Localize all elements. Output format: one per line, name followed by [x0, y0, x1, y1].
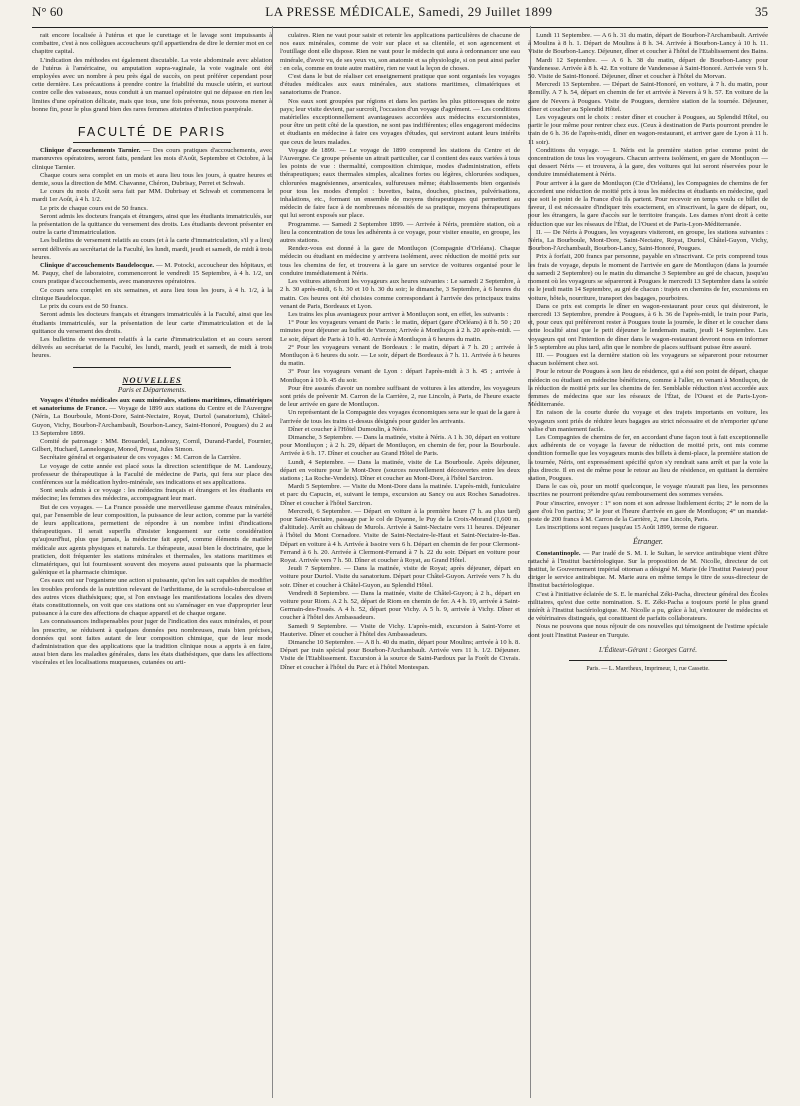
paragraph: Le prix de chaque cours est de 50 francs. [40, 204, 148, 212]
paragraph: 1° Pour les voyageurs venant de Paris : le matin, départ (gare d'Orléans) à 8 h. 50 ; 20 minutes pour déjeuner au buffet de Vierzon; Arrivée à Montluçon à 2 h. 20 après-midi. — Le soir, départ de Paris à 10 h. 40. Arrivée à Montluçon à 6 heures du matin. [280, 319, 520, 343]
column-divider [272, 26, 273, 1098]
paragraph: Samedi 9 Septembre. — Visite de Vichy. L'après-midi, excursion à Saint-Yorre et Hauterive. Dîner et coucher à l'hôtel des Ambassadeurs. [280, 622, 520, 638]
paragraph: C'est dans le but de réaliser cet enseignement pratique que sont organisés les voyages d'études médicales aux eaux minérales, aux stations maritimes, climatériques et sanatoriums de France. [280, 73, 520, 97]
paragraph: Pour s'inscrire, envoyer : 1° son nom et son adresse lisiblement écrits; 2° le nom de la gare d'où l'on partira; 3° le jour et l'heure d'arrivée en gare de Montluçon; 4° un mandat-poste de 200 francs à M. Carron de la Carrière, 2, rue Lincoln, Paris. [528, 499, 768, 523]
paragraph: II. — De Néris à Pougues, les voyageurs visiteront, en groupe, les stations suivantes : Néris, La Bourboule, Mont-Dore, Saint-Nectaire, Royat, Durtol, Châtel-Guyon, Vichy, Bourbon-l'Archambault, Bourbon-Lancy, Saint-Honoré, Pougues. [528, 228, 768, 253]
masthead [32, 4, 768, 26]
paragraph-constantinople [528, 550, 768, 591]
subheading-etranger: Étranger. [633, 537, 663, 547]
constantinople-heading: Constantinople. [536, 549, 581, 557]
baudelocque-text: — M. Potocki, accoucheur des hôpitaux, et M. Paquy, chef de laboratoire, commenceront le vendredi 15 Septembre, à 4 h. 1/2, un cours pratique d'accouchements, avec manœuvres opératoires. [32, 262, 272, 286]
paragraph: Dîner et coucher à l'Hôtel Dumoulin, à Néris. [288, 425, 409, 433]
paragraph: Nous ne pouvons que nous réjouir de ces nouvelles qui témoignent de l'estime spéciale dont jouit l'Institut Pasteur en Turquie. [528, 623, 768, 639]
paragraph-voyages [32, 397, 272, 438]
paragraph: Seront admis les docteurs français et étrangers, ainsi que les étudiants immatriculés, sur la présentation de la quittance du versement des droits. Les étudiants devront présenter en outre la carte d'immatriculation. [32, 212, 272, 237]
voyages-heading: Voyages d'études médicales aux eaux minérales, stations maritimes, climatériques et sanatoriums de France. [32, 396, 272, 413]
paragraph: rait encore localisée à l'utérus et que le curettage et le lavage sont impuissants à combattre, c'est à nos collègues accoucheurs qu'il appartiendra de dire le dernier mot en ce chapitre capital. [32, 32, 272, 56]
paragraph: Mardi 12 Septembre. — A 6 h. 38 du matin, départ de Bourbon-Lancy pour Vandenesse. Arrivée à 8 h. 42. En voiture de Vandenesse à Saint-Honoré. Arrivée vers 9 h. 50. Visite de Saint-Honoré. Déjeuner, dîner et coucher à l'hôtel du Morvan. [528, 56, 768, 81]
paragraph: Chaque cours sera complet en un mois et aura lieu tous les jours, à quatre heures et demie, sous la direction de MM. Chavanne, Chéron, Dubrisay, Perret et Schwab. [32, 171, 272, 188]
journal-title: LA PRESSE MÉDICALE, Samedi, 29 Juillet 1899 [265, 4, 553, 19]
paragraph: III. — Pougues est la dernière station où les voyageurs se sépareront pour retourner chacun isolément chez soi. [528, 351, 768, 368]
divider [73, 142, 231, 143]
paragraph: Pour être assurés d'avoir un nombre suffisant de voitures à les attendre, les voyageurs sont priés de prévenir M. Carron de la Carrière, 2, rue Lincoln, à Paris, de l'heure exacte de leur arrivée en gare de Montluçon. [280, 384, 520, 409]
paragraph: culaires. Rien ne vaut pour saisir et retenir les applications particulières de chacune de nos eaux minérales, comme de voir sur place et sa clientèle, et son agencement et l'outillage dont elle dispose. Rien ne vaut pour le médecin qui aura à ordonnancer une eau minérale, d'avoir vu, de ses yeux vu, son anatomie et sa physiologie, si on peut ainsi parler : en cela, comme en toute autre matière, rien ne vaut la leçon de choses. [280, 32, 520, 72]
paragraph: Ce cours sera complet en six semaines, et aura lieu tous les jours, à 4 h. 1/2, à la clinique Baudelocque. [32, 286, 272, 302]
section-heading-nouvelles: NOUVELLES [122, 374, 182, 385]
paragraph: Nos eaux sont groupées par régions et dans les parties les plus pittoresques de notre pays; leur visite devient, par surcroît, l'occasion d'un voyage d'agrément. — Les conditions matérielles exceptionnellement avantageuses accordées aux médecins excursionnistes, pour être un petit côté de la question, ne sont pas indifférentes; elles engageront médecins et étudiants en médecine à faire ces voyages d'études, qui serviront autant leurs intérêts que ceux de leurs malades. [280, 97, 520, 146]
column-1 [32, 32, 272, 1102]
paragraph: Pour arriver à la gare de Montluçon (Cie d'Orléans), les Compagnies de chemins de fer accordent une réduction de moitié prix à tous les médecins et étudiants en médecine, quel que soit le point de la France d'où ils partent. Pour recevoir en temps voulu ce billet de faveur, il est nécessaire d'indiquer très exactement, en s'inscrivant, la gare de départ, ou, pour les étrangers, la gare d'accès sur le territoire français. Les dames n'ont droit à cette réduction que sur les réseaux de l'État, de l'Ouest et de Paris-Lyon-Méditerranée. [528, 179, 768, 228]
voyages-text: — Voyage de 1899 aux stations du Centre et de l'Auvergne (Néris, La Bourboule, Mont-Dore, Saint-Nectaire, Royat, Durtol (sanatorium), Châtel-Guyon, Vichy, Bourbon-l'Archambault, Bourbon-Lancy, Saint-Honoré, Pougues) du 2 au 13 Septembre 1899. [32, 405, 272, 437]
paragraph: Dans ce prix est compris le dîner en wagon-restaurant pour ceux qui désireront, le mercredi 13 Septembre, prendre à Pougues, à 6 h. 36 de l'après-midi, le train pour Paris, et, pour ceux qui préféreront rester à Pougues toute la journée, le dîner et le coucher dans cette localité ainsi que le petit déjeuner le lendemain matin, jeudi 14 Septembre. Les voyageurs qui ont l'intention de dîner dans le wagon-restaurant devront nous en informer le 5 septembre au plus tard, afin que le nombre de places suffisant puisse être assuré. [528, 302, 768, 351]
baudelocque-heading: Clinique d'accouchements Baudelocque. [40, 262, 155, 270]
section-heading-faculte: FACULTÉ DE PARIS [77, 125, 227, 140]
paragraph: Dans le cas où, pour un motif quelconque, le voyage n'aurait pas lieu, les personnes inscrites ne pourront prétendre qu'au remboursement des sommes versées. [528, 483, 768, 499]
paragraph: Les voitures attendront les voyageurs aux heures suivantes : Le samedi 2 Septembre, à 2 h. 30 après-midi, 6 h. 30 et 10 h. 30 du soir; le dimanche, 3 Septembre, à 6 heures du matin. Ces heures ont été choisies comme correspondant à l'arrivée des principaux trains venant de Paris, Bordeaux et Lyon. [280, 278, 520, 310]
paragraph: Ces eaux ont sur l'organisme une action si puissante, qu'on les sait capables de modifier les troubles profonds de la nutrition relevant de l'arthritisme, de la scrofulo-tuberculose et des autres vices diathésiques; que, si l'on envisage les manifestations locales des divers états constitutionnels, on voit que ces stations ont su s'aménager en vue d'approprier leur puissance à la cure des affections de chaque appareil et de chaque organe. [32, 577, 272, 618]
paragraph: Secrétaire général et organisateur de ces voyages : M. Carron de la Carrière. [40, 454, 241, 462]
header-rule [32, 27, 768, 28]
paragraph: Les bulletins de versement relatifs à la carte d'immatriculation et au cours seront délivrés au secrétariat de la Faculté, les lundi, mardi, jeudi et samedi, de midi à trois heures. [32, 335, 272, 360]
paragraph: Les inscriptions sont reçues jusqu'au 15 Août 1899, terme de rigueur. [536, 524, 719, 532]
paragraph: Mardi 5 Septembre. — Visite du Mont-Dore dans la matinée. L'après-midi, funiculaire et parc du Capucin, et, suivant le temps, excursion au Sancy ou aux Roches Sanadoires. Dîner et coucher à l'hôtel Sarciron. [280, 483, 520, 507]
paragraph: Sont seuls admis à ce voyage : les médecins français et étrangers et les étudiants en médecine; les femmes des médecins, accompagnant leur mari. [32, 487, 272, 503]
column-3 [528, 32, 768, 1102]
printer-line: Paris. — L. Maretheux, Imprimeur, 1, rue Cassette. [586, 666, 710, 673]
paragraph: Jeudi 7 Septembre. — Dans la matinée, visite de Royat; après déjeuner, départ en voiture pour Durtol. Visite du sanatorium. Départ pour Châtel-Guyon. Arrivée vers 7 h. du soir. Dîner et coucher à Châtel-Guyon, au Splendid Hôtel. [280, 565, 520, 589]
paragraph: Lundi 11 Septembre. — A 6 h. 31 du matin, départ de Bourbon-l'Archambault. Arrivée à Moulins à 8 h. 1. Départ de Moulins à 8 h. 34. Arrivée à Bourbon-Lancy à 10 h. 11. Visite de Bourbon-Lancy. Déjeuner, dîner et coucher à l'hôtel de l'Etablissement des Bains. [528, 32, 768, 56]
paragraph: Dimanche 10 Septembre. — A 8 h. 40 du matin, départ pour Moulins; arrivée à 10 h. 8. Départ par train spécial pour Bourbon-l'Archambault. Arrivée vers 11 h. 1/2. Déjeuner. Visite de l'Etablissement. Excursion à la source de Saint-Pardoux par la Forêt de Civrais. Dîner et coucher à l'hôtel du Parc et à l'hôtel Montespan. [280, 639, 520, 671]
paragraph: Le voyage de cette année est placé sous la direction scientifique de M. Landouzy, professeur de thérapeutique à la Faculté de médecine de Paris, qui fera sur place des conférences sur la médication hydro-minérale, ses indications et ses applications. [32, 462, 272, 486]
paragraph: En raison de la courte durée du voyage et des trajets importants en voiture, les voyageurs sont priés de réduire leurs bagages au strict nécessaire et de n'emporter qu'une valise d'un maniement facile. [528, 409, 768, 433]
tarnier-text: — Des cours pratiques d'accouchements, avec manœuvres opératoires, seront faits, pendant les mois d'Août, Septembre et Octobre, à la clinique Tarnier. [32, 147, 272, 171]
paragraph: Pour le retour de Pougues à son lieu de résidence, qui a été son point de départ, chaque médecin ou étudiant en médecine bénéficiera, comme à l'aller, en venant à Montluçon, de la réduction de moitié prix sur les chemins de fer. Semblable réduction n'est accordée aux femmes de médecins que sur les réseaux de l'État, de l'Ouest et de Paris-Lyon-Méditerranée. [528, 368, 768, 409]
paragraph: Les bulletins de versement relatifs au cours (et à la carte d'immatriculation, s'il y a lieu) seront délivrés au secrétariat de la Faculté, les lundi, mardi, jeudi et samedi, de midi à trois heures. [32, 237, 272, 261]
paragraph-baudelocque [32, 262, 272, 287]
paragraph: 3° Pour les voyageurs venant de Lyon : départ l'après-midi à 3 h. 45 ; arrivée à Montluçon à 10 h. 45 du soir. [280, 368, 520, 384]
paragraph: Dimanche, 3 Septembre. — Dans la matinée, visite à Néris. A 1 h. 30, départ en voiture pour Montluçon ; à 2 h. 29, départ de Montluçon, en chemin de fer, pour la Bourboule. Arrivée à 6 h. 17. Dîner et coucher au Grand Hôtel de Paris. [280, 433, 520, 458]
paragraph: But de ces voyages. — La France possède une merveilleuse gamme d'eaux minérales, qui, par l'ensemble de leur composition, la puissance de leur action, comme par la variété de leurs applications, permettent de répondre à un nombre infini d'indications thérapeutiques. Il serait superflu d'insister longuement sur cette considération qu'aujourd'hui, plus que jamais, la médecine fait appel, comme éléments de matière médicale aux agents physiques et naturels. Le thérapeute, aussi bien le doctrinaire, que le praticien, doit fréquenter les stations minérales et thermales, les stations maritimes et climatériques, qui lui fournissent souvent des moyens aussi puissants que la pharmacie galénique et la pharmacie chimique. [32, 503, 272, 577]
paragraph: L'indication des méthodes est également discutable. La voie abdominale avec ablation de l'utérus à l'américaine, ou amputation supra-vaginale, la voie vaginale ont été employées avec un nombre à peu près égal de succès, on peut préférer cependant pour cette dernière. Les précautions à prendre contre la friabilité du muscle utérin, et surtout contre celle des vaisseaux, nous conduit à un manuel opératoire qui ne dépasse en rien les limites d'une opération délicate, mais que tous, une fois prévenus, nous pouvons mener à bonne fin, pour le plus grand bien des rares femmes atteintes d'infection puerpérale. [32, 56, 272, 113]
column-2 [280, 32, 520, 1102]
paragraph: Vendredi 8 Septembre. — Dans la matinée, visite de Châtel-Guyon; à 2 h., départ en voiture pour Riom. A 2 h. 52, départ de Riom en chemin de fer. A 4 h. 19, arrivée à Saint-Germain-des-Fossés. A 4 h. 52, départ pour Vichy. A 5 h. 9, arrivée à Vichy. Dîner et coucher à l'hôtel des Ambassadeurs. [280, 589, 520, 622]
paragraph: Un représentant de la Compagnie des voyages économiques sera sur le quai de la gare à l'arrivée de tous les trains ci-dessus désignés pour guider les arrivants. [280, 409, 520, 425]
paragraph: Les voyageurs ont le choix : rester dîner et coucher à Pougues, au Splendid Hôtel, ou partir le jour même pour rentrer chez eux. (Ceux à destination de Paris pourront prendre le train de 6 h. 36 de l'après-midi, dîner en wagon-restaurant, et arriver gare de Lyon à 11 h. 11 soir). [528, 114, 768, 146]
paragraph: Mercredi 13 Septembre. — Départ de Saint-Honoré, en voiture, à 7 h. du matin, pour Remilly. A 7 h. 54, départ en chemin de fer et arrivée à Nevers à 9 h. 57. En voiture de la gare de Nevers à Pougues. Visite de Pougues, dernière station de la tournée. Déjeuner, dîner et coucher au Splendid Hôtel. [528, 81, 768, 113]
paragraph-tarnier [32, 147, 272, 172]
editor-signature: L'Éditeur-Gérant : Georges Carré. [599, 645, 697, 654]
subheading-paris: Paris et Départements. [117, 384, 187, 394]
paragraph: C'est à l'initiative éclairée de S. E. le maréchal Zéki-Pacha, directeur général des Écoles militaires, qu'est due cette nomination. S. E. Zéki-Pacha a toujours porté le plus grand intérêt à l'Institut bactériologique. M. Nicolle a pu, grâce à lui, s'entourer de médecins et de vétérinaires distingués, qui constituent de parfaits collaborateurs. [528, 590, 768, 623]
paragraph: Prix à forfait, 200 francs par personne, payable en s'inscrivant. Ce prix comprend tous les frais de voyage, depuis le moment de l'arrivée en gare de Montluçon (dans la journée du samedi 2 Septembre) ou le matin du dimanche 3 Septembre au gré de chacun, jusqu'au moment où les voyageurs se sépareront à Pougues le mercredi 13 Septembre dans la soirée ou le jeudi matin 14 Septembre, au gré de chacun : trajets en chemins de fer, excursions en voiture, hôtels, nourriture, transport des bagages, pourboires. [528, 253, 768, 302]
paragraph: Conditions du voyage. — I. Néris est la première station prise comme point de concentration de tous les voyageurs. Chacun arrivera isolément, en gare de Montluçon — qui dessert Néris — et trouvera, à la gare, des voitures qui lui seront réservées pour le conduire immédiatement à Néris. [528, 146, 768, 179]
constantinople-text: — Par iradé de S. M. I. le Sultan, le service antirabique vient d'être rattaché à l'Institut bactériologique. Sur la proposition de M. Nicolle, directeur de cet Institut, le Gouvernement impérial ottoman a désigné M. Marie (de l'Institut Pasteur) pour diriger le service antirabique. M. Marie aura en même temps le titre de sous-directeur de l'Institut bactériologique. [528, 549, 768, 590]
paragraph: Voyage de 1899. — Le voyage de 1899 comprend les stations du Centre et de l'Auvergne. Ce groupe présente un attrait particulier, car il contient des eaux variées à tous les points de vue : thermalité, composition chimique, modes d'administration, effets thérapeutiques; eaux thermales simples, alcalines fortes ou légères, chlorurées sodiques, chlorurées magnésiennes, arsenicales, sulfureuses même; établissements bien organisés pour tous les modes d'emploi : buvettes, bains, douches, piscines, pulvérisations, inhalations, etc., formant un ensemble de moyens thérapeutiques qui permettent au médecin de faire face à de nombreuses nécessités de sa pratique, moyens thérapeutiques qui lui seront exposés sur place. [280, 146, 520, 220]
paragraph: Seront admis les docteurs français et étrangers immatriculés à la Faculté, ainsi que les étudiants immatriculés, sur la présentation de leur carte d'immatriculation et de la quittance du versement des droits. [32, 311, 272, 335]
page-number: 35 [754, 4, 768, 19]
paragraph: Rendez-vous est donné à la gare de Montluçon (Compagnie d'Orléans). Chaque médecin ou étudiant en médecine y arrivera isolément, avec réduction de moitié prix sur tous les chemins de fer, et trouvera à la gare un service de voitures organisé pour le conduire immédiatement à Néris. [280, 245, 520, 277]
paragraph: 2° Pour les voyageurs venant de Bordeaux : le matin, départ à 7 h. 20 ; arrivée à Montluçon à 6 heures du soir. — Le soir, départ de Bordeaux à 7 h. 11. Arrivée à 6 heures du matin. [280, 343, 520, 368]
paragraph: Comité de patronage : MM. Brouardel, Landouzy, Cornil, Durand-Fardel, Fournier, Gilbert, Huchard, Lannelongue, Monod, Proust, Jules Simon. [32, 437, 272, 454]
paragraph: Le prix du cours est de 50 francs. [40, 303, 128, 311]
paragraph: Le cours du mois d'Août sera fait par MM. Dubrisay et Schwab et commencera le mardi 1er Août, à 4 h. 1/2. [32, 188, 272, 204]
divider [569, 660, 727, 661]
columns [32, 32, 768, 1102]
paragraph: Mercredi, 6 Septembre. — Départ en voiture à la première heure (7 h. au plus tard) pour Saint-Nectaire, passage par le col de Dyanne, le Puy de la Croix-Morand (1,600 m. d'altitude). Arrêt au château de Murols. Arrivée à Saint-Nectaire vers 11 heures. Déjeuner à l'hôtel du Mont Cornadore. Visite de Saint-Nectaire-le-Haut et Saint-Nectaire-le-Bas. Départ en voiture à 4 h. Arrivée à Issoire vers 6 h. Départ en chemin de fer pour Clermont-Ferrand à 6 h. 20. Arrivée à Clermont-Ferrand à 7 h. 22 du soir. Départ en voiture pour Royat. Arrivée vers 7 h. 50. Dîner et coucher à Royat, au Grand Hôtel. [280, 507, 520, 564]
paragraph: Lundi, 4 Septembre. — Dans la matinée, visite de La Bourboule. Après déjeuner, départ en voiture pour le Mont-Dore (sources nouvellement découvertes entre les deux stations ; La Roche-Vendeix). Dîner et coucher au Mont-Dore, à l'hôtel Sarciron. [280, 458, 520, 482]
divider [73, 367, 231, 368]
paragraph: Les connaissances indispensables pour juger de l'indication des eaux minérales, et pour les prescrire, se réduisent à quelques données peu nombreuses, mais bien précises, données qui sont faites autant de leur composition chimique, que de leur mode d'administration que des applications que la tradition clinique nous a appris à en faire, aussi bien dans les maladies générales, dans les états diathésiques, que dans les affections viscérales et les localisations muqueuses, cutanées ou arti- [32, 618, 272, 667]
issue-number: N° 60 [32, 4, 63, 19]
paragraph: Les trains les plus avantageux pour arriver à Montluçon sont, en effet, les suivants : [288, 310, 509, 318]
paragraph: Les Compagnies de chemins de fer, en accordant d'une façon tout à fait exceptionnelle aux adhérents de ce voyage la faveur de réduction de moitié prix, ont mis comme condition formelle que les voyageurs munis des billets à demi-place, la première station de la tournée, Néris, ont expressément spécifié qu'on s'y rendrait sans arrêt et par la voie la plus directe. Il en est de même pour le retour au lieu de résidence, en quittant la dernière station, Pougues. [528, 433, 768, 482]
tarnier-heading: Clinique d'accouchements Tarnier. [40, 147, 141, 155]
paragraph: Programme. — Samedi 2 Septembre 1899. — Arrivée à Néris, première station, où a lieu la concentration de tous les adhérents à ce voyage, pour visiter ensuite, en groupe, les autres stations. [280, 220, 520, 245]
